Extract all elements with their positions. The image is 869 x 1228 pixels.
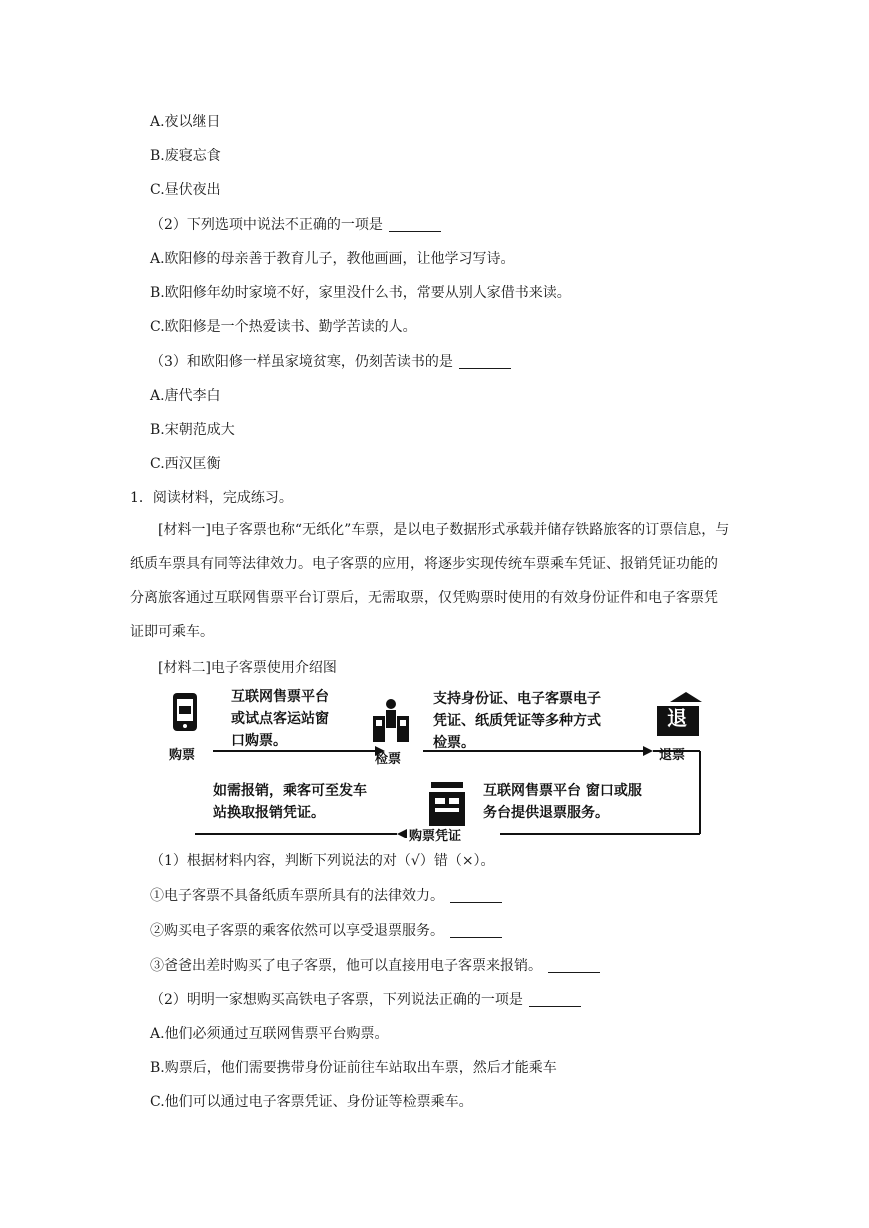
answer-blank[interactable] xyxy=(450,888,502,903)
sub-question-1: （1）根据材料内容，判断下列说法的对（√）错（×）。 xyxy=(150,853,495,869)
judge-item-3: ③爸爸出差时购买了电子客票，他可以直接用电子客票来报销。 xyxy=(150,956,600,976)
option-a: A.唐代李白 xyxy=(150,388,221,404)
label-check: 检票 xyxy=(375,752,402,767)
label-buy: 购票 xyxy=(169,748,196,763)
answer-blank[interactable] xyxy=(450,923,502,938)
phone-icon xyxy=(173,693,197,731)
label-refund: 退票 xyxy=(659,748,686,763)
option-a: A.夜以继日 xyxy=(150,114,221,130)
judge-item-2: ②购买电子客票的乘客依然可以享受退票服务。 xyxy=(150,921,502,941)
refund-text-1: 互联网售票平台 窗口或服 xyxy=(483,783,642,799)
option-b: B.欧阳修年幼时家境不好，家里没什么书，常要从别人家借书来读。 xyxy=(150,285,571,301)
answer-blank[interactable] xyxy=(459,354,511,369)
option-c: C.西汉匡衡 xyxy=(150,456,221,472)
option-c: C.昼伏夜出 xyxy=(150,182,221,198)
sub-question-2: （2）明明一家想购买高铁电子客票，下列说法正确的一项是 xyxy=(150,990,581,1010)
check-text-3: 检票。 xyxy=(433,735,475,751)
refund-text-2: 务台提供退票服务。 xyxy=(483,805,609,821)
label-voucher: 购票凭证 xyxy=(409,829,462,844)
option-b: B.宋朝范成大 xyxy=(150,422,235,438)
voucher-machine-icon xyxy=(429,782,465,826)
material-1: [材料一]电子客票也称“无纸化”车票，是以电子数据形式承载并储存铁路旅客的订票信息，与纸质车票具有同等法律效力。电子客票的应用，将逐步实现传统车票乘车凭证、报销凭证功能的分离旅客通过互联网售票平台订票后，无需取票，仅凭购票时使用的有效身份证件和电子客票凭证即可乘车。 xyxy=(130,522,730,640)
material-2-title: [材料二]电子客票使用介绍图 xyxy=(158,660,337,676)
reimburse-text-1: 如需报销，乘客可至发车 xyxy=(213,783,367,799)
question-title: 1．阅读材料，完成练习。 xyxy=(130,490,293,506)
refund-icon-text: 退 xyxy=(667,706,687,730)
judge-item-1: ①电子客票不具备纸质车票所具有的法律效力。 xyxy=(150,886,502,906)
e-ticket-diagram xyxy=(165,688,702,844)
reimburse-text-2: 站换取报销凭证。 xyxy=(213,805,325,821)
ticket-gate-icon xyxy=(373,699,409,742)
option-c: C.他们可以通过电子客票凭证、身份证等检票乘车。 xyxy=(150,1094,473,1110)
option-a: A.他们必须通过互联网售票平台购票。 xyxy=(150,1026,389,1042)
question-3: （3）和欧阳修一样虽家境贫寒，仍刻苦读书的是 xyxy=(150,352,511,372)
buy-text-3: 口购票。 xyxy=(231,733,287,749)
check-text-1: 支持身份证、电子客票电子 xyxy=(433,691,601,707)
answer-blank[interactable] xyxy=(389,217,441,232)
option-b: B.购票后，他们需要携带身份证前往车站取出车票，然后才能乘车 xyxy=(150,1060,557,1076)
answer-blank[interactable] xyxy=(529,992,581,1007)
buy-text-2: 或试点客运站窗 xyxy=(231,711,329,727)
answer-blank[interactable] xyxy=(548,958,600,973)
option-c: C.欧阳修是一个热爱读书、勤学苦读的人。 xyxy=(150,319,417,335)
option-b: B.废寝忘食 xyxy=(150,148,221,164)
option-a: A.欧阳修的母亲善于教育儿子，教他画画，让他学习写诗。 xyxy=(150,251,515,267)
check-text-2: 凭证、纸质凭证等多种方式 xyxy=(433,713,601,729)
buy-text-1: 互联网售票平台 xyxy=(231,689,329,705)
question-2: （2）下列选项中说法不正确的一项是 xyxy=(150,215,441,235)
